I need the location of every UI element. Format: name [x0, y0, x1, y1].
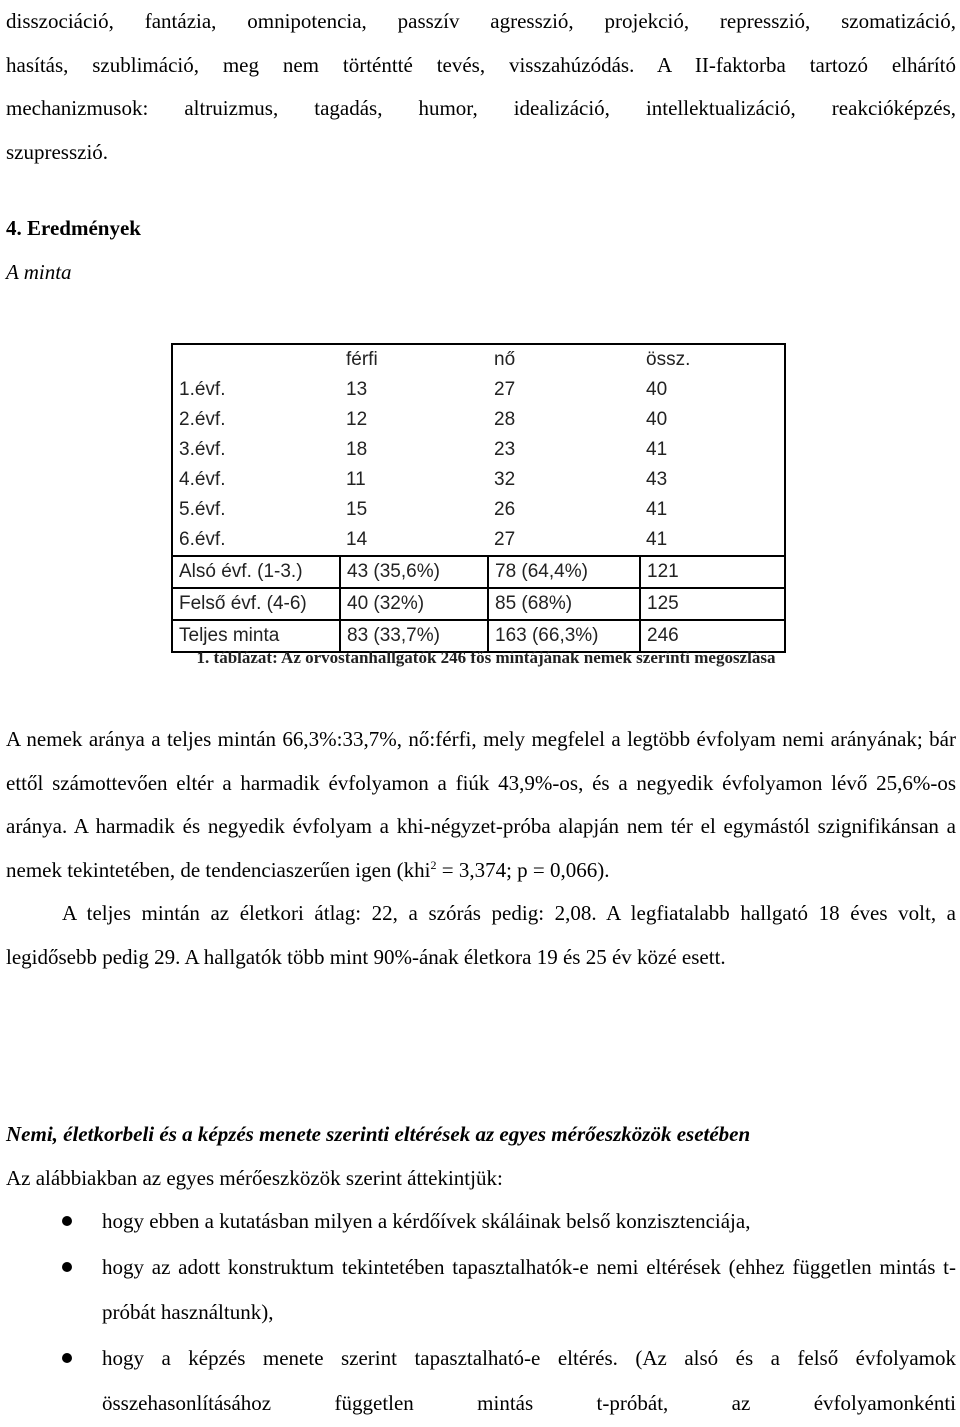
section-heading: 4. Eredmények [6, 216, 141, 240]
table-header-cell: össz. [646, 349, 691, 370]
table-cell: 246 [640, 620, 785, 652]
list-item [6, 1199, 956, 1245]
body-paragraph [6, 718, 956, 892]
table-header-cell [172, 344, 340, 375]
intro-paragraph [6, 0, 956, 174]
table-cell: 3.évf. [179, 439, 226, 460]
table-cell: 4.évf. [179, 469, 226, 490]
table-cell: 40 [646, 379, 668, 400]
table-cell: 43 [646, 469, 668, 490]
table-cell: 23 [494, 439, 516, 460]
table-row-lower-years [172, 556, 785, 588]
table-cell: 27 [494, 379, 516, 400]
table-cell: 78 (64,4%) [488, 556, 640, 588]
table-cell: 26 [494, 499, 516, 520]
intro-line: szupresszió. [6, 139, 109, 164]
table-row [172, 405, 785, 435]
body-text [6, 718, 956, 979]
table-cell: 11 [346, 469, 366, 490]
list-item-text: hogy a képzés menete szerint tapasztalható-e eltérés. (Az alsó és a felső évfolyamok összehasonlításához független mintás t-próbát, az évfolyamonkénti [102, 1345, 956, 1415]
table-cell: 83 (33,7%) [340, 620, 488, 652]
table-cell: 163 (66,3%) [488, 620, 640, 652]
table-cell: 5.évf. [179, 499, 226, 520]
table-cell: 32 [494, 469, 516, 490]
table-row-upper-years [172, 588, 785, 620]
table-cell: 41 [646, 529, 668, 550]
table-cell: 41 [646, 439, 668, 460]
body-paragraph-text: A nemek aránya a teljes mintán 66,3%:33,7%, nő:férfi, mely megfelel a legtöbb évfolyam nemi arányának; bár ettől számottevően eltér a harmadik évfolyamon a fiúk 43,9%-os, és a negyedik évfolyamon lévő 25,6%-os aránya. A harmadik és negyedik évfolyam a khi-négyzet-próba alapján nem tér el egymástól szignifikánsan a nemek tekintetében, de tendenciaszerűen igen (khi [6, 727, 956, 882]
table-cell: 40 (32%) [340, 588, 488, 620]
table-cell: 12 [346, 409, 368, 430]
bullet-icon [62, 1353, 72, 1363]
table-header-row [172, 344, 785, 375]
table-row [172, 525, 785, 556]
table-cell: 1.évf. [179, 379, 226, 400]
list-item [6, 1245, 956, 1336]
body-paragraph: A teljes mintán az életkori átlag: 22, a szórás pedig: 2,08. A legfiatalabb hallgató 18 éves volt, a legidősebb pedig 29. A hallgatók több mint 90%-ának életkora 19 és 25 év közé esett. [6, 901, 956, 969]
body-paragraph-text: = 3,374; p = 0,066). [436, 857, 610, 882]
table-header-cell: férfi [346, 349, 378, 370]
table-cell: Felső évf. (4-6) [172, 588, 340, 620]
table-cell: 18 [346, 439, 368, 460]
table-cell: 121 [640, 556, 785, 588]
table-row [172, 375, 785, 405]
table-caption: 1. táblázat: Az orvostanhallgatók 246 fős mintájának nemek szerinti megoszlása [196, 648, 776, 667]
list-item-text: hogy ebben a kutatásban milyen a kérdőívek skáláinak belső konzisztenciája, [102, 1209, 751, 1233]
table-cell: 27 [494, 529, 516, 550]
table-cell: 13 [346, 379, 368, 400]
list-item-text: hogy az adott konstruktum tekintetében tapasztalhatók-e nemi eltérések (ehhez független mintás t-próbát használtunk), [102, 1254, 956, 1324]
table-cell: 85 (68%) [488, 588, 640, 620]
bullet-list [6, 1199, 956, 1427]
table-cell: Teljes minta [172, 620, 340, 652]
bullet-icon [62, 1262, 72, 1272]
intro-line: mechanizmusok: altruizmus, tagadás, humor, idealizáció, intellektualizáció, reakcióképzés, [6, 96, 956, 120]
table-cell: 14 [346, 529, 368, 550]
chi-square-superscript: 2 [430, 857, 437, 872]
table-cell: 6.évf. [179, 529, 226, 550]
table-row [172, 465, 785, 495]
table-cell: 43 (35,6%) [340, 556, 488, 588]
table-cell: 40 [646, 409, 668, 430]
section-title: Nemi, életkorbeli és a képzés menete szerinti eltérések az egyes mérőeszközök esetében [6, 1122, 751, 1146]
subsection-heading: A minta [6, 260, 72, 284]
table-cell: 15 [346, 499, 368, 520]
sample-table [171, 343, 786, 653]
table-row [172, 495, 785, 525]
bullet-icon [62, 1216, 72, 1226]
table-cell: 28 [494, 409, 516, 430]
table-cell: 41 [646, 499, 668, 520]
intro-line: disszociáció, fantázia, omnipotencia, passzív agresszió, projekció, represszió, szomatizáció, [6, 9, 956, 33]
table-row [172, 435, 785, 465]
table-cell: Alsó évf. (1-3.) [172, 556, 340, 588]
list-item [6, 1336, 956, 1427]
table-cell: 125 [640, 588, 785, 620]
table-header-cell: nő [494, 349, 516, 370]
section-intro: Az alábbiakban az egyes mérőeszközök szerint áttekintjük: [6, 1166, 503, 1190]
table-cell: 2.évf. [179, 409, 226, 430]
intro-line: hasítás, szublimáció, meg nem történtté tevés, visszahúzódás. A II-faktorba tartozó elhárító [6, 52, 956, 77]
